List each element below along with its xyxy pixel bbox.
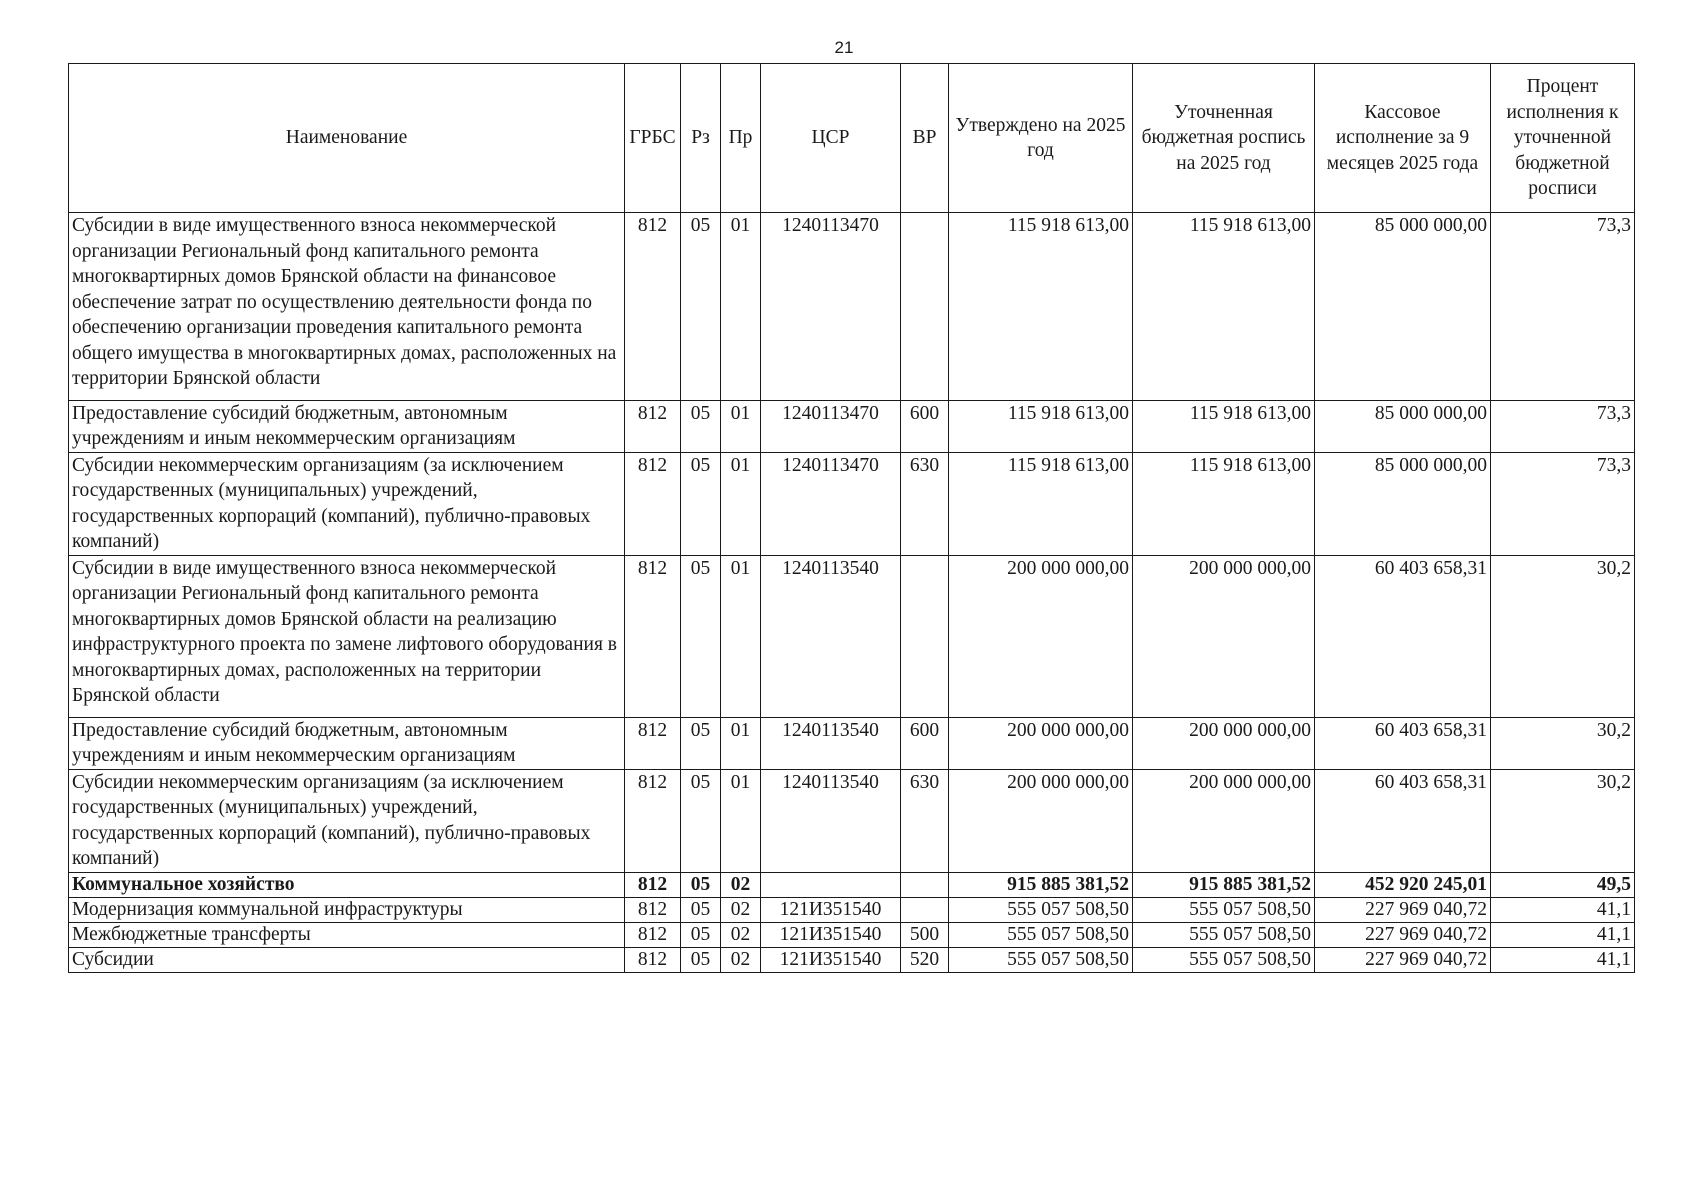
- row-cash: 60 403 658,31: [1315, 555, 1491, 717]
- row-pr: 01: [721, 400, 761, 452]
- row-name: Предоставление субсидий бюджетным, автономным учреждениям и иным некоммерческим организациям: [69, 400, 625, 452]
- row-vr: [901, 213, 949, 401]
- row-grbs: 812: [625, 922, 681, 947]
- row-rz: 05: [681, 769, 721, 872]
- row-vr: 600: [901, 400, 949, 452]
- table-row: [69, 922, 1635, 947]
- row-grbs: 812: [625, 769, 681, 872]
- page-number: 21: [834, 38, 854, 57]
- row-csr: [761, 872, 901, 897]
- row-grbs: 812: [625, 400, 681, 452]
- row-pr: 02: [721, 897, 761, 922]
- row-approved: 915 885 381,52: [949, 872, 1133, 897]
- row-pr: 02: [721, 872, 761, 897]
- table-row: [69, 452, 1635, 555]
- row-approved: 555 057 508,50: [949, 922, 1133, 947]
- row-vr: [901, 872, 949, 897]
- row-rz: 05: [681, 213, 721, 401]
- row-csr: 121И351540: [761, 922, 901, 947]
- row-approved: 200 000 000,00: [949, 555, 1133, 717]
- row-grbs: 812: [625, 213, 681, 401]
- row-vr: 630: [901, 769, 949, 872]
- row-refined: 555 057 508,50: [1133, 947, 1315, 972]
- row-rz: 05: [681, 872, 721, 897]
- row-cash: 227 969 040,72: [1315, 922, 1491, 947]
- row-cash: 85 000 000,00: [1315, 213, 1491, 401]
- row-csr: 1240113540: [761, 717, 901, 769]
- header-pr: Пр: [721, 64, 761, 213]
- row-vr: 520: [901, 947, 949, 972]
- row-csr: 1240113470: [761, 213, 901, 401]
- row-cash: 60 403 658,31: [1315, 769, 1491, 872]
- row-percent: 41,1: [1491, 897, 1635, 922]
- row-percent: 30,2: [1491, 555, 1635, 717]
- row-pr: 01: [721, 555, 761, 717]
- row-refined: 555 057 508,50: [1133, 922, 1315, 947]
- row-refined: 915 885 381,52: [1133, 872, 1315, 897]
- row-approved: 200 000 000,00: [949, 717, 1133, 769]
- row-csr: 1240113540: [761, 769, 901, 872]
- row-rz: 05: [681, 555, 721, 717]
- row-pr: 01: [721, 717, 761, 769]
- header-grbs: ГРБС: [625, 64, 681, 213]
- row-cash: 452 920 245,01: [1315, 872, 1491, 897]
- row-name: Субсидии некоммерческим организациям (за исключением государственных (муниципальных) учреждений, государственных корпораций (компаний), публично-правовых компаний): [69, 452, 625, 555]
- row-approved: 115 918 613,00: [949, 400, 1133, 452]
- row-refined: 200 000 000,00: [1133, 717, 1315, 769]
- row-name: Субсидии в виде имущественного взноса некоммерческой организации Региональный фонд капитального ремонта многоквартирных домов Брянской области на реализацию инфраструктурного проекта по замене лифтового оборудования в многоквартирных домах, расположенных на территории Брянской области: [69, 555, 625, 717]
- header-csr: ЦСР: [761, 64, 901, 213]
- row-vr: 630: [901, 452, 949, 555]
- row-name: Предоставление субсидий бюджетным, автономным учреждениям и иным некоммерческим организациям: [69, 717, 625, 769]
- row-grbs: 812: [625, 452, 681, 555]
- row-cash: 85 000 000,00: [1315, 400, 1491, 452]
- row-percent: 30,2: [1491, 769, 1635, 872]
- row-cash: 85 000 000,00: [1315, 452, 1491, 555]
- row-csr: 1240113470: [761, 452, 901, 555]
- row-percent: 41,1: [1491, 947, 1635, 972]
- row-csr: 1240113540: [761, 555, 901, 717]
- row-refined: 115 918 613,00: [1133, 452, 1315, 555]
- row-refined: 555 057 508,50: [1133, 897, 1315, 922]
- table-header-row: [69, 64, 1635, 213]
- row-pr: 01: [721, 452, 761, 555]
- budget-table: [68, 63, 1635, 973]
- row-grbs: 812: [625, 555, 681, 717]
- header-percent: Процент исполнения к уточненной бюджетной росписи: [1491, 64, 1635, 213]
- row-percent: 73,3: [1491, 452, 1635, 555]
- row-refined: 115 918 613,00: [1133, 400, 1315, 452]
- row-approved: 115 918 613,00: [949, 452, 1133, 555]
- row-pr: 01: [721, 213, 761, 401]
- row-percent: 30,2: [1491, 717, 1635, 769]
- row-pr: 01: [721, 769, 761, 872]
- header-refined: Уточненная бюджетная роспись на 2025 год: [1133, 64, 1315, 213]
- row-rz: 05: [681, 947, 721, 972]
- header-rz: Рз: [681, 64, 721, 213]
- row-cash: 60 403 658,31: [1315, 717, 1491, 769]
- row-approved: 555 057 508,50: [949, 897, 1133, 922]
- row-grbs: 812: [625, 872, 681, 897]
- row-cash: 227 969 040,72: [1315, 947, 1491, 972]
- row-name: Межбюджетные трансферты: [69, 922, 625, 947]
- table-row: [69, 213, 1635, 401]
- row-vr: [901, 897, 949, 922]
- row-approved: 555 057 508,50: [949, 947, 1133, 972]
- row-approved: 115 918 613,00: [949, 213, 1133, 401]
- row-name: Модернизация коммунальной инфраструктуры: [69, 897, 625, 922]
- row-rz: 05: [681, 922, 721, 947]
- row-refined: 200 000 000,00: [1133, 769, 1315, 872]
- row-percent: 73,3: [1491, 400, 1635, 452]
- row-csr: 121И351540: [761, 897, 901, 922]
- row-name: Субсидии в виде имущественного взноса некоммерческой организации Региональный фонд капитального ремонта многоквартирных домов Брянской области на финансовое обеспечение затрат по осуществлению деятельности фонда по обеспечению организации проведения капитального ремонта общего имущества в многоквартирных домах, расположенных на территории Брянской области: [69, 213, 625, 401]
- row-csr: 121И351540: [761, 947, 901, 972]
- row-refined: 200 000 000,00: [1133, 555, 1315, 717]
- row-rz: 05: [681, 717, 721, 769]
- row-rz: 05: [681, 400, 721, 452]
- row-grbs: 812: [625, 897, 681, 922]
- row-name: Коммунальное хозяйство: [69, 872, 625, 897]
- row-grbs: 812: [625, 717, 681, 769]
- row-percent: 73,3: [1491, 213, 1635, 401]
- row-cash: 227 969 040,72: [1315, 897, 1491, 922]
- table-row-section-total: [69, 872, 1635, 897]
- table-row: [69, 947, 1635, 972]
- row-refined: 115 918 613,00: [1133, 213, 1315, 401]
- row-rz: 05: [681, 897, 721, 922]
- row-percent: 41,1: [1491, 922, 1635, 947]
- row-pr: 02: [721, 947, 761, 972]
- table-row: [69, 769, 1635, 872]
- row-name: Субсидии некоммерческим организациям (за исключением государственных (муниципальных) учреждений, государственных корпораций (компаний), публично-правовых компаний): [69, 769, 625, 872]
- row-rz: 05: [681, 452, 721, 555]
- header-approved: Утверждено на 2025 год: [949, 64, 1133, 213]
- row-approved: 200 000 000,00: [949, 769, 1133, 872]
- row-vr: 500: [901, 922, 949, 947]
- row-vr: [901, 555, 949, 717]
- table-row: [69, 555, 1635, 717]
- row-vr: 600: [901, 717, 949, 769]
- table-row: [69, 400, 1635, 452]
- table-row: [69, 717, 1635, 769]
- row-pr: 02: [721, 922, 761, 947]
- header-cash: Кассовое исполнение за 9 месяцев 2025 года: [1315, 64, 1491, 213]
- header-name: Наименование: [69, 64, 625, 213]
- row-csr: 1240113470: [761, 400, 901, 452]
- table-row: [69, 897, 1635, 922]
- row-name: Субсидии: [69, 947, 625, 972]
- row-percent: 49,5: [1491, 872, 1635, 897]
- header-vr: ВР: [901, 64, 949, 213]
- row-grbs: 812: [625, 947, 681, 972]
